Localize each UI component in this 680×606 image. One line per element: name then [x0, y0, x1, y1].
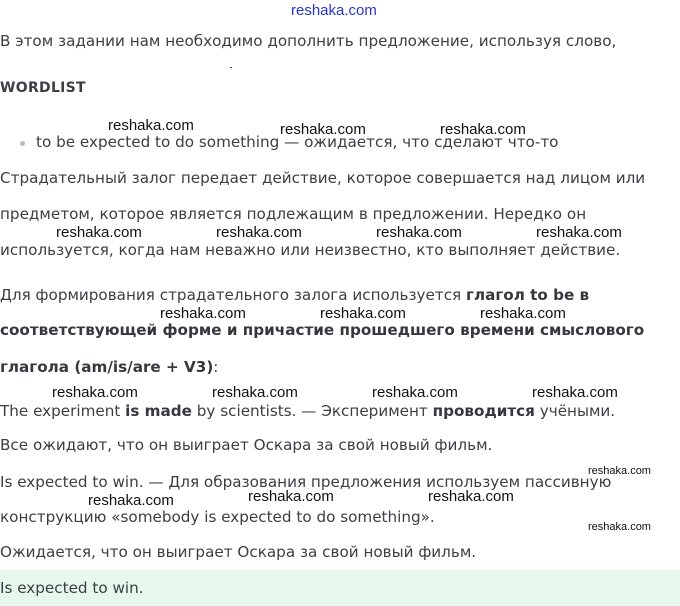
answer-sentence: Ожидается, что он выиграет Оскара за свой новый фильм.	[0, 543, 477, 561]
watermark: reshaka.com	[440, 121, 526, 138]
watermark: reshaka.com	[428, 488, 514, 505]
paragraph-line: глагола (am/is/are + V3):	[0, 358, 219, 376]
watermark: reshaka.com	[588, 465, 651, 477]
watermark: reshaka.com	[216, 224, 302, 241]
stray-dot	[230, 67, 232, 68]
explanation-line: Is expected to win. — Для образования предложения используем пассивную	[0, 473, 612, 491]
top-watermark: reshaka.com	[291, 2, 377, 19]
watermark: reshaka.com	[212, 384, 298, 401]
example-sentence: The experiment is made by scientists. — Эксперимент проводится учёными.	[0, 402, 616, 420]
paragraph-line: Для формирования страдательного залога используется глагол to be в	[0, 286, 590, 304]
watermark: reshaka.com	[56, 224, 142, 241]
explanation-line: конструкцию «somebody is expected to do something».	[0, 508, 435, 526]
task-sentence: Все ожидают, что он выиграет Оскара за свой новый фильм.	[0, 436, 493, 454]
watermark: reshaka.com	[372, 384, 458, 401]
watermark: reshaka.com	[532, 384, 618, 401]
watermark: reshaka.com	[280, 121, 366, 138]
watermark: reshaka.com	[588, 521, 651, 533]
watermark: reshaka.com	[108, 117, 194, 134]
paragraph-line: Страдательный залог передает действие, которое совершается над лицом или	[0, 169, 646, 187]
wordlist-heading: WORDLIST	[0, 80, 86, 96]
wordlist-item: to be expected to do something — ожидается, что сделают что-то	[36, 133, 559, 151]
paragraph-line: предметом, которое является подлежащим в предложении. Нередко он	[0, 205, 587, 223]
watermark: reshaka.com	[480, 305, 566, 322]
paragraph-line: используется, когда нам неважно или неизвестно, кто выполняет действие.	[0, 241, 621, 259]
bullet-icon	[20, 141, 25, 146]
watermark: reshaka.com	[88, 492, 174, 509]
intro-text: В этом задании нам необходимо дополнить предложение, используя слово,	[0, 32, 617, 50]
watermark: reshaka.com	[52, 384, 138, 401]
answer-text: Is expected to win.	[0, 579, 144, 597]
watermark: reshaka.com	[160, 305, 246, 322]
watermark: reshaka.com	[536, 224, 622, 241]
paragraph-line: соответствующей форме и причастие прошедшего времени смыслового	[0, 321, 645, 339]
watermark: reshaka.com	[320, 305, 406, 322]
watermark: reshaka.com	[376, 224, 462, 241]
watermark: reshaka.com	[248, 488, 334, 505]
